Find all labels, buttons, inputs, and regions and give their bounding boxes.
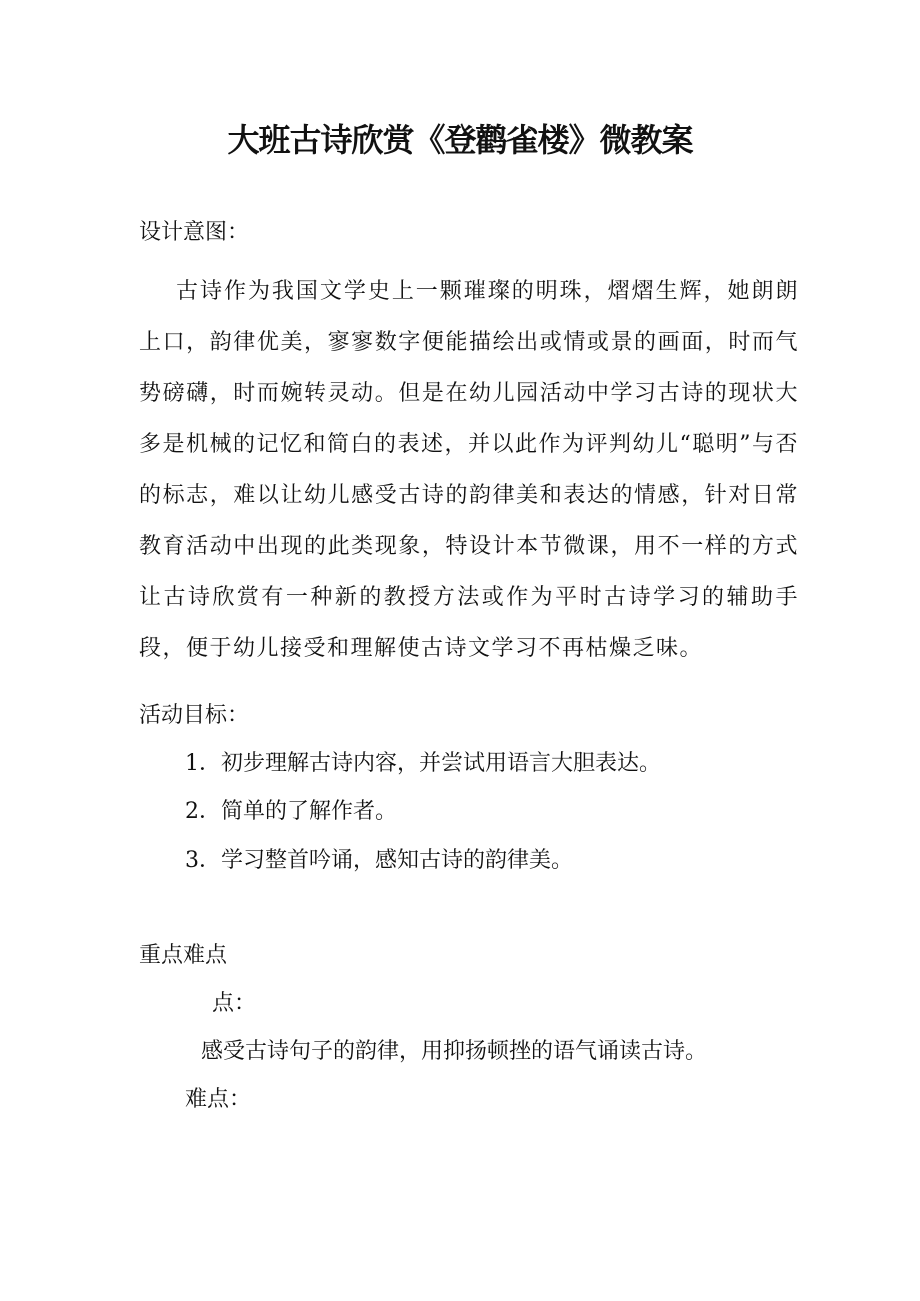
goal-item-2: 2．简单的了解作者。 — [185, 799, 397, 824]
key-point-label: 点： — [212, 991, 257, 1016]
design-intent-heading: 设计意图： — [139, 220, 250, 245]
goal-item-3: 3．学习整首吟诵，感知古诗的韵律美。 — [185, 848, 573, 873]
key-difficult-heading: 重点难点 — [139, 943, 228, 968]
document-title: 大班古诗欣赏《登鹳雀楼》微教案 — [227, 121, 693, 159]
activity-goals-heading: 活动目标： — [139, 703, 250, 728]
design-intent-paragraph: 古诗作为我国文学史上一颗璀璨的明珠，熠熠生辉，她朗朗上口，韵律优美，寥寥数字便能描绘出或情或景的画面，时而气势磅礴，时而婉转灵动。但是在幼儿园活动中学习古诗的现状大多是机械的记忆和简白的表述，并以此作为评判幼儿“聪明”与否的标志，难以让幼儿感受古诗的韵律美和表达的情感，针对日常教育活动中出现的此类现象，特设计本节微课，用不一样的方式让古诗欣赏有一种新的教授方法或作为平时古诗学习的辅助手段，便于幼儿接受和理解使古诗文学习不再枯燥乏味。 — [139, 279, 799, 661]
key-point-text: 感受古诗句子的韵律，用抑扬顿挫的语气诵读古诗。 — [201, 1039, 708, 1064]
goal-item-1: 1．初步理解古诗内容，并尝试用语言大胆表达。 — [185, 751, 661, 776]
difficult-point-label: 难点： — [185, 1087, 252, 1112]
